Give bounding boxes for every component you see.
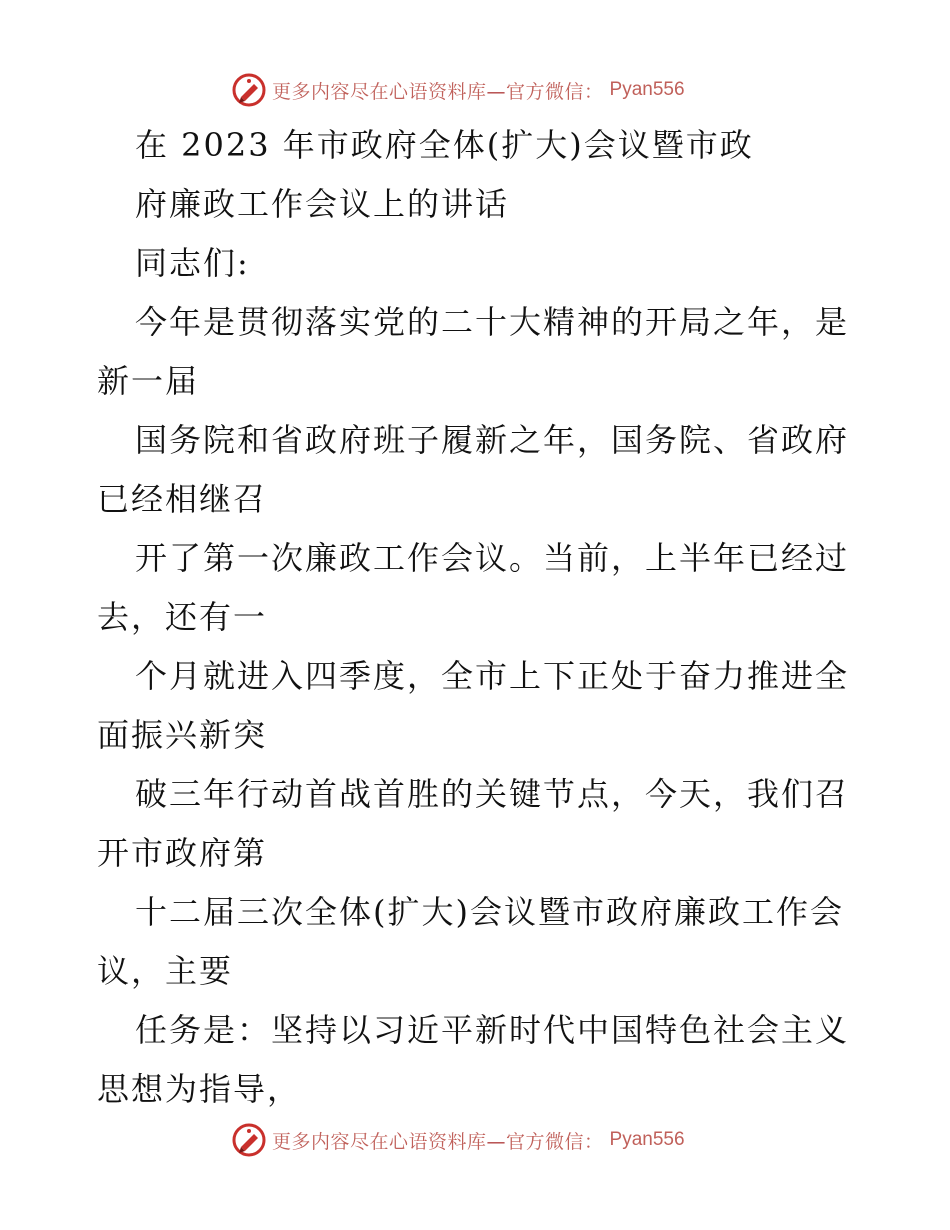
paragraph-line: 任务是：坚持以习近平新时代中国特色社会主义 — [135, 1011, 850, 1049]
paragraph-line: 破三年行动首战首胜的关键节点，今天，我们召 — [135, 775, 850, 813]
paragraph-line: 议，主要 — [97, 952, 234, 990]
paragraph-line: 面振兴新突 — [97, 716, 268, 754]
banner-wechat-id: Pyan556 — [609, 79, 685, 100]
paragraph-line: 已经相继召 — [97, 480, 268, 518]
paragraph-line: 开了第一次廉政工作会议。当前，上半年已经过 — [135, 539, 850, 577]
paragraph-line: 新一届 — [97, 362, 200, 400]
paragraph-line: 今年是贯彻落实党的二十大精神的开局之年，是 — [135, 303, 850, 341]
paragraph-line: 开市政府第 — [97, 834, 268, 872]
paragraph-line: 国务院和省政府班子履新之年，国务院、省政府 — [135, 421, 850, 459]
pen-logo-icon — [232, 1123, 266, 1157]
banner-label: 更多内容尽在心语资料库—官方微信： — [272, 1130, 604, 1153]
paragraph-line: 去，还有一 — [97, 598, 268, 636]
pen-logo-icon — [232, 73, 266, 107]
paragraph-line: 十二届三次全体(扩大)会议暨市政府廉政工作会 — [135, 893, 844, 931]
banner-wechat-id: Pyan556 — [609, 1129, 685, 1150]
banner-label: 更多内容尽在心语资料库—官方微信： — [272, 80, 604, 103]
document-title-line-1: 在 2023 年市政府全体(扩大)会议暨市政 — [135, 126, 754, 164]
header-watermark — [232, 70, 685, 110]
greeting: 同志们: — [135, 244, 250, 282]
paragraph-line: 个月就进入四季度，全市上下正处于奋力推进全 — [135, 657, 850, 695]
document-title-line-2: 府廉政工作会议上的讲话 — [135, 185, 510, 223]
footer-watermark — [232, 1120, 685, 1160]
paragraph-line: 思想为指导， — [97, 1070, 302, 1108]
